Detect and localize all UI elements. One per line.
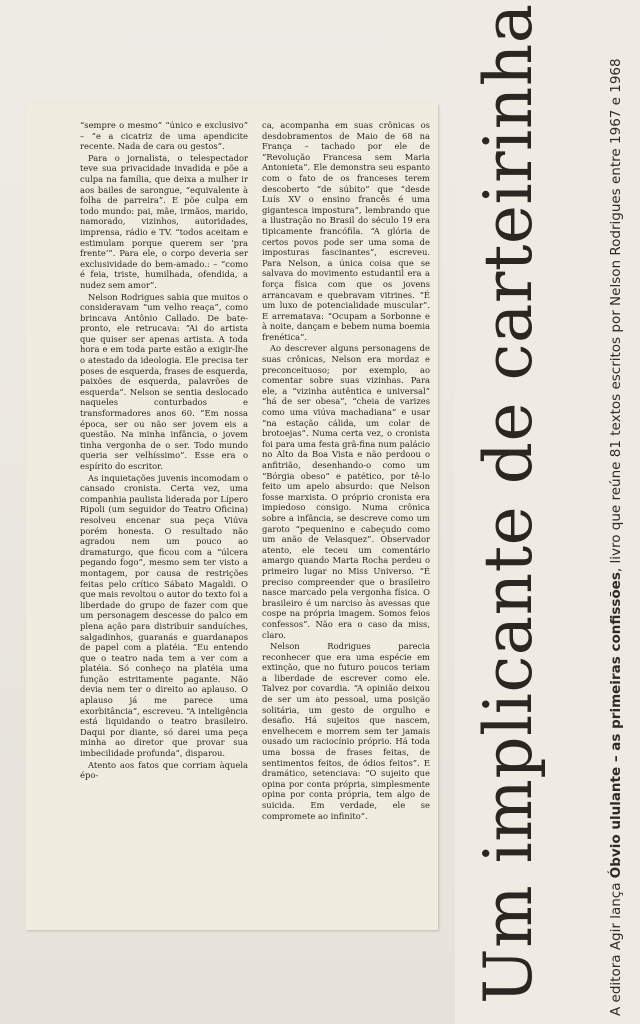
caption-book-title: Óbvio ululante – as primeiras confissões: [608, 572, 624, 879]
article-column-2: [262, 120, 430, 920]
paragraph: ca, acompanha em suas crônicas os desdobramentos de Maio de 68 na França – tachado por ele de “Revolução Francesa sem Maria Antonieta”. Ele demonstra seu espanto com o fato de os franceses terem descoberto “de súbito” que “desde Luís XV o ensino francês é uma gigantesca impostura”, lembrando que a ilustração no Brasil do século 19 era tipicamente francófila. “A glória de certos povos pode ser uma soma de imposturas fascinantes”, escreveu. Para Nelson, a única coisa que se salvava do movimento estudantil era a força física com que os jovens arrancavam e quebravam vitrines. “É um luxo de potencialidade muscular”. E arrematava: “Ocupam a Sorbonne e à noite, dançam e bebem numa boemia frenética”.: [262, 120, 430, 342]
paragraph: “sempre o mesmo” “único e exclusivo” – “e a cicatriz de uma apendicite recente. Nada de cara ou gestos”.: [80, 120, 248, 152]
paragraph: Ao descrever alguns personagens de suas crônicas, Nelson era mordaz e preconceituoso; por exemplo, ao comentar sobre suas vizinhas. Para ele, a “vizinha autêntica e universal” “há de ser obesa”, “cheia de varizes como uma viúva machadiana” e usar “na estação cálida, um colar de brotoejas”. Numa certa vez, o cronista foi para uma festa grã-fina num palácio no Alto da Boa Vista e não perdoou o anfitrião, desenhando-o como um “Bórgia obeso” e patético, por tê-lo feito um apelo absurdo: que Nelson fosse marxista. O próprio cronista era impiedoso consigo. Numa crônica sobre a infância, se descreve como um garoto “pequenino e cabeçudo como um anão de Velasquez”. Observador atento, ele teceu um comentário amargo quando Marta Rocha perdeu o primeiro lugar no Miss Universo. “É preciso compreender que o brasileiro nasce marcado pela vergonha física. O brasileiro é um narciso às avessas que cospe na própria imagem. Somos feios confessos”. Não era o caso da miss, claro.: [262, 343, 430, 640]
paragraph: Nelson Rodrigues parecia reconhecer que era uma espécie em extinção, que no futuro poucos teriam a liberdade de escrever como ele. Talvez por covardia. “A opinião deixou de ser um ato pessoal, uma posição solitária, um gesto de orgulho e desafio. Há sujeitos que nascem, envelhecem e morrem sem ter jamais ousado um raciocínio próprio. Há toda uma bossa de frases feitas, de sentimentos feitos, de ódios feitos”. E dramático, setenciava: “O sujeito que opina por conta própria, simplesmente opina por conta própria, tem algo de suicida. Em verdade, ele se compromete ao infinito”.: [262, 641, 430, 821]
caption-text-start: A editora Agir lança: [608, 878, 624, 1016]
paragraph: Atento aos fatos que corriam àquela épo-: [80, 759, 248, 781]
article-body: [80, 120, 430, 920]
paragraph: Para o jornalista, o telespectador teve sua privacidade invadida e põe a culpa na família, que deixa a mulher ir aos bailes de sarongue, “equivalente à folha de parreira”. E põe culpa em todo mundo: pai, mãe, irmãos, marido, namorado, vizinhos, autoridades, imprensa, rádio e TV. “todos aceitam e estimulam porque querem ser ‘pra frente’”. Para ele, o corpo deveria ser exclusividade do bem-amado.: – “como é feia, triste, humilhada, ofendida, a nudez sem amor”.: [80, 152, 248, 290]
caption-text-end: , livro que reúne 81 textos escritos por Nelson Rodrigues entre 1967 e 1968: [608, 58, 624, 573]
paragraph: Nelson Rodrigues sabia que muitos o consideravam “um velho reaça”, como brincava Antônio Callado. De bate-pronto, ele retrucava: “Ai do artista que quiser ser apenas artista. A toda hora e em toda parte estão a exigir-lhe o atestado da ideologia. Ele precisa ter poses de esquerda, frases de esquerda, paixões de esquerda, palavrões de esquerda”. Nelson se sentia deslocado naqueles conturbados e transformadores anos 60. “Em nossa época, ser ou não ser jovem eis a questão. Na minha infância, o jovem tinha vergonha de o ser. Todo mundo queria ser velhíssimo”. Esse era o espírito do escritor.: [80, 291, 248, 471]
headline: Um implicante de carteirinha: [470, 3, 547, 1004]
paragraph: As inquietações juvenis incomodam o cansado cronista. Certa vez, uma companhia paulista liderada por Lípero Ripoli (um seguidor do Teatro Oficina) resolveu encenar sua peça Viúva porém honesta. O resultado não agradou nem um pouco ao dramaturgo, que ficou com a “úlcera pegando fogo”, mesmo sem ter visto a montagem, por causa de restrições feitas pelo crítico Sábato Magaldi. O que mais revoltou o autor do texto foi a liberdade do grupo de fazer com que um personagem descesse do palco em plena ação para distribuir sanduíches, salgadinhos, guaranás e guardanapos de papel com a platéia. “Eu entendo que o teatro nada tem a ver com a platéia. Só conheço na platéia uma função estritamente pagante. Não devia nem ter o direito ao aplauso. O aplauso já me parece uma exorbitância”, escreveu. “A inteligência está liquidando o teatro brasileiro. Daqui por diante, só darei uma peça minha ao diretor que provar sua imbecilidade profunda”, disparou.: [80, 472, 248, 759]
caption: [606, 58, 626, 1016]
article-column-1: [80, 120, 248, 920]
